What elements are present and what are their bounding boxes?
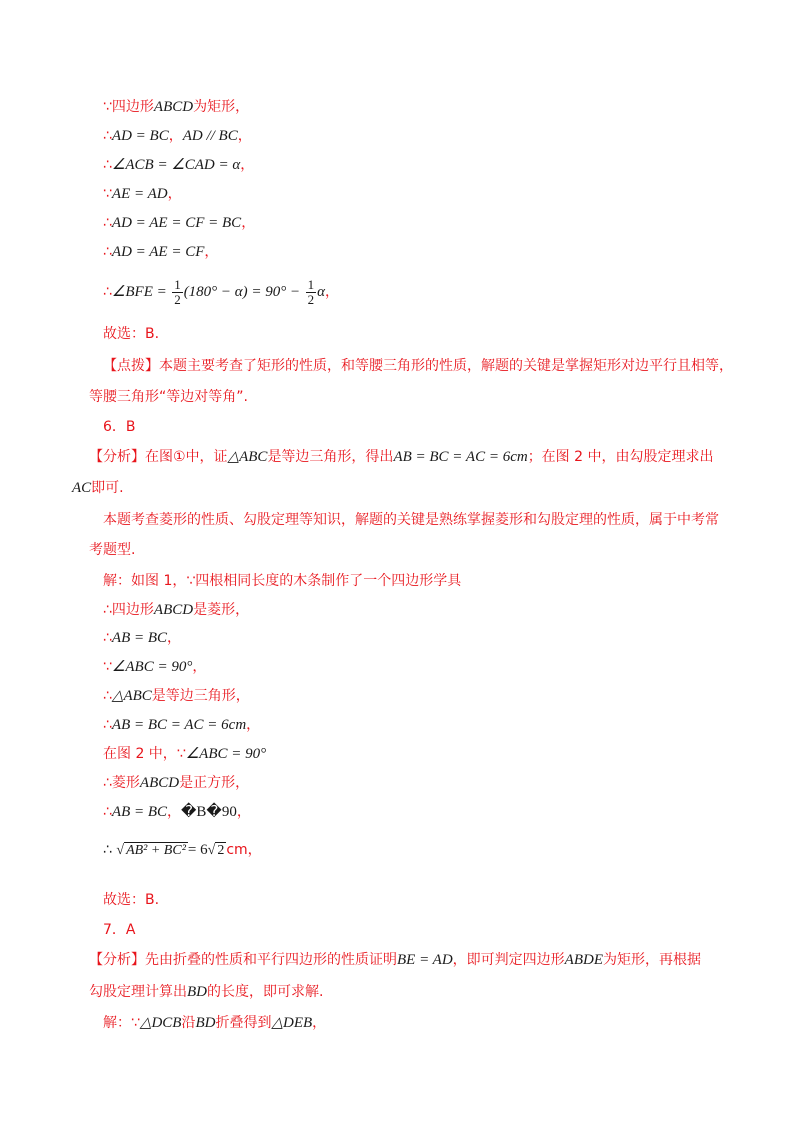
line-18: ∴AB = BC， — [103, 630, 182, 646]
question-6-label: 6．B — [103, 419, 136, 435]
line-4: ∵AE = AD， — [103, 186, 182, 202]
line-21: ∴AB = BC = AC = 6cm， — [103, 717, 261, 733]
line-2: ∴AD = BC，AD // BC， — [103, 128, 252, 144]
line-9-tip: 【点拨】本题主要考查了矩形的性质，和等腰三角形的性质，解题的关键是掌握矩形对边平行且相等， — [103, 358, 733, 374]
analysis-heading-2: 【分析】 — [89, 952, 145, 968]
line-30: 解：∵△DCB沿BD折叠得到△DEB， — [103, 1015, 327, 1031]
line-12-analysis: 【分析】在图①中，证△ABC是等边三角形，得出AB = BC = AC = 6cm；在图 2 中，由勾股定理求出 — [89, 449, 714, 465]
sqrt-expression: √ AB² + BC² — [116, 843, 186, 858]
line-19: ∵∠ABC = 90°， — [103, 659, 207, 675]
line-3: ∴∠ACB = ∠CAD = α， — [103, 157, 255, 173]
line-17: ∴四边形ABCD是菱形， — [103, 602, 250, 618]
line-22: 在图 2 中，∵∠ABC = 90° — [103, 746, 267, 762]
line-13: AC即可. — [72, 480, 124, 496]
line-25-sqrt: ∴ √ AB² + BC² = 6√ 2 cm， — [103, 840, 262, 861]
line-16-solution: 解：如图 1，∵四根相同长度的木条制作了一个四边形学具 — [103, 573, 462, 589]
question-7-label: 7．A — [103, 922, 136, 938]
line-23: ∴菱形ABCD是正方形， — [103, 775, 250, 791]
tip-heading: 【点拨】 — [103, 358, 159, 374]
line-20: ∴△ABC是等边三角形， — [103, 688, 250, 704]
line-7-formula: ∴∠BFE = $\frac{1}{2}$ (180° − α) = 90° − $\frac{1}{2}$ α， — [103, 276, 339, 307]
fraction-half-2: $\frac{1}{2}$ — [307, 276, 315, 307]
line-1: ∵四边形ABCD为矩形， — [103, 99, 250, 115]
line-28-analysis: 【分析】先由折叠的性质和平行四边形的性质证明BE = AD，即可判定四边形ABDE为矩形，再根据 — [89, 952, 701, 968]
line-26-answer: 故选：B. — [103, 892, 160, 908]
analysis-heading: 【分析】 — [89, 449, 145, 465]
line-6: ∴AD = AE = CF， — [103, 244, 219, 260]
line-24: ∴AB = BC，�B�90， — [103, 804, 251, 820]
line-10: 等腰三角形“等边对等角”. — [89, 389, 248, 405]
fraction-half-1: $\frac{1}{2}$ — [174, 276, 181, 307]
line-15: 考题型. — [89, 542, 136, 558]
line-5: ∴AD = AE = CF = BC， — [103, 215, 256, 231]
line-8-answer: 故选：B. — [103, 326, 160, 342]
line-29: 勾股定理计算出BD的长度，即可求解. — [89, 984, 324, 1000]
line-14: 本题考查菱形的性质、勾股定理等知识，解题的关键是熟练掌握菱形和勾股定理的性质，属于中考常 — [103, 512, 719, 528]
